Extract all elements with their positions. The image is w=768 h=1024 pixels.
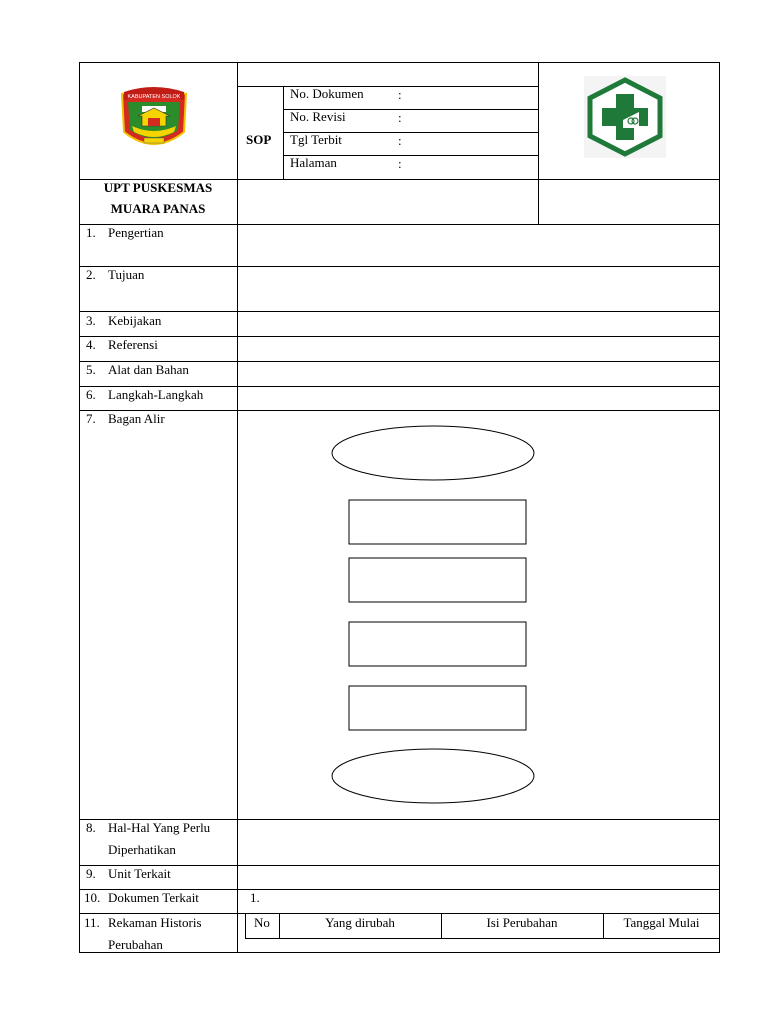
row-divider	[79, 266, 720, 267]
dokumen-terkait-value: 1.	[250, 890, 260, 905]
section-number: 2.	[86, 267, 96, 282]
history-col-isi-perubahan: Isi Perubahan	[486, 915, 558, 930]
flowchart	[238, 411, 719, 819]
doc-field-sep: :	[398, 133, 402, 148]
flowchart-start-terminator	[332, 426, 534, 480]
section-number: 10.	[84, 890, 101, 905]
flowchart-end-terminator	[332, 749, 534, 803]
kabupaten-solok-logo	[114, 86, 194, 154]
institution-name-line1: UPT PUSKESMAS	[103, 180, 213, 195]
institution-name-line2: MUARA PANAS	[110, 201, 206, 216]
section-label: Hal-Hal Yang Perlu	[108, 820, 211, 835]
section-label-cont: Diperhatikan	[108, 842, 176, 857]
history-col-yang-dirubah: Yang dirubah	[325, 915, 395, 930]
section-number: 6.	[86, 387, 96, 402]
section-number: 1.	[86, 225, 96, 240]
row-divider	[79, 224, 720, 225]
row-divider	[79, 336, 720, 337]
section-number: 5.	[86, 362, 96, 377]
sop-label: SOP	[246, 132, 272, 147]
row-divider	[79, 311, 720, 312]
logo-ribbon-text: KABUPATEN SOLOK	[127, 94, 181, 100]
section-label: Kebijakan	[108, 313, 162, 328]
doc-field-label: Tgl Terbit	[290, 132, 342, 147]
history-col-no: No	[254, 915, 270, 930]
section-number: 9.	[86, 866, 96, 881]
row-divider	[79, 865, 720, 866]
section-label: Rekaman Historis	[108, 915, 202, 930]
doc-field-label: No. Dokumen	[290, 86, 364, 101]
section-number: 7.	[86, 411, 96, 426]
section-label: Tujuan	[108, 267, 145, 282]
history-table-header-line	[245, 938, 720, 939]
section-number: 8.	[86, 820, 96, 835]
history-col-tanggal-mulai: Tanggal Mulai	[623, 915, 700, 930]
section-label: Referensi	[108, 337, 158, 352]
section-label: Bagan Alir	[108, 411, 165, 426]
doc-field-label: Halaman	[290, 155, 337, 170]
section-label-cont: Perubahan	[108, 937, 163, 952]
section-label: Unit Terkait	[108, 866, 171, 881]
flowchart-process-box	[349, 686, 526, 730]
doc-field-sep: :	[398, 87, 402, 102]
section-label: Pengertian	[108, 225, 164, 240]
section-label: Alat dan Bahan	[108, 362, 189, 377]
flowchart-process-box	[349, 622, 526, 666]
puskesmas-logo	[584, 76, 666, 158]
doc-field-sep: :	[398, 110, 402, 125]
flowchart-process-box	[349, 500, 526, 544]
doc-field-sep: :	[398, 156, 402, 171]
section-number: 3.	[86, 313, 96, 328]
header-line	[237, 86, 538, 87]
header-divider-right	[538, 62, 539, 224]
doc-field-label: No. Revisi	[290, 109, 346, 124]
row-divider	[79, 913, 720, 914]
flowchart-process-box	[349, 558, 526, 602]
section-label: Langkah-Langkah	[108, 387, 204, 402]
section-number: 4.	[86, 337, 96, 352]
puskesmas-cross-emblem-icon	[584, 76, 666, 158]
section-label: Dokumen Terkait	[108, 890, 199, 905]
kabupaten-solok-emblem-icon	[114, 86, 194, 154]
section-number: 11.	[84, 915, 100, 930]
